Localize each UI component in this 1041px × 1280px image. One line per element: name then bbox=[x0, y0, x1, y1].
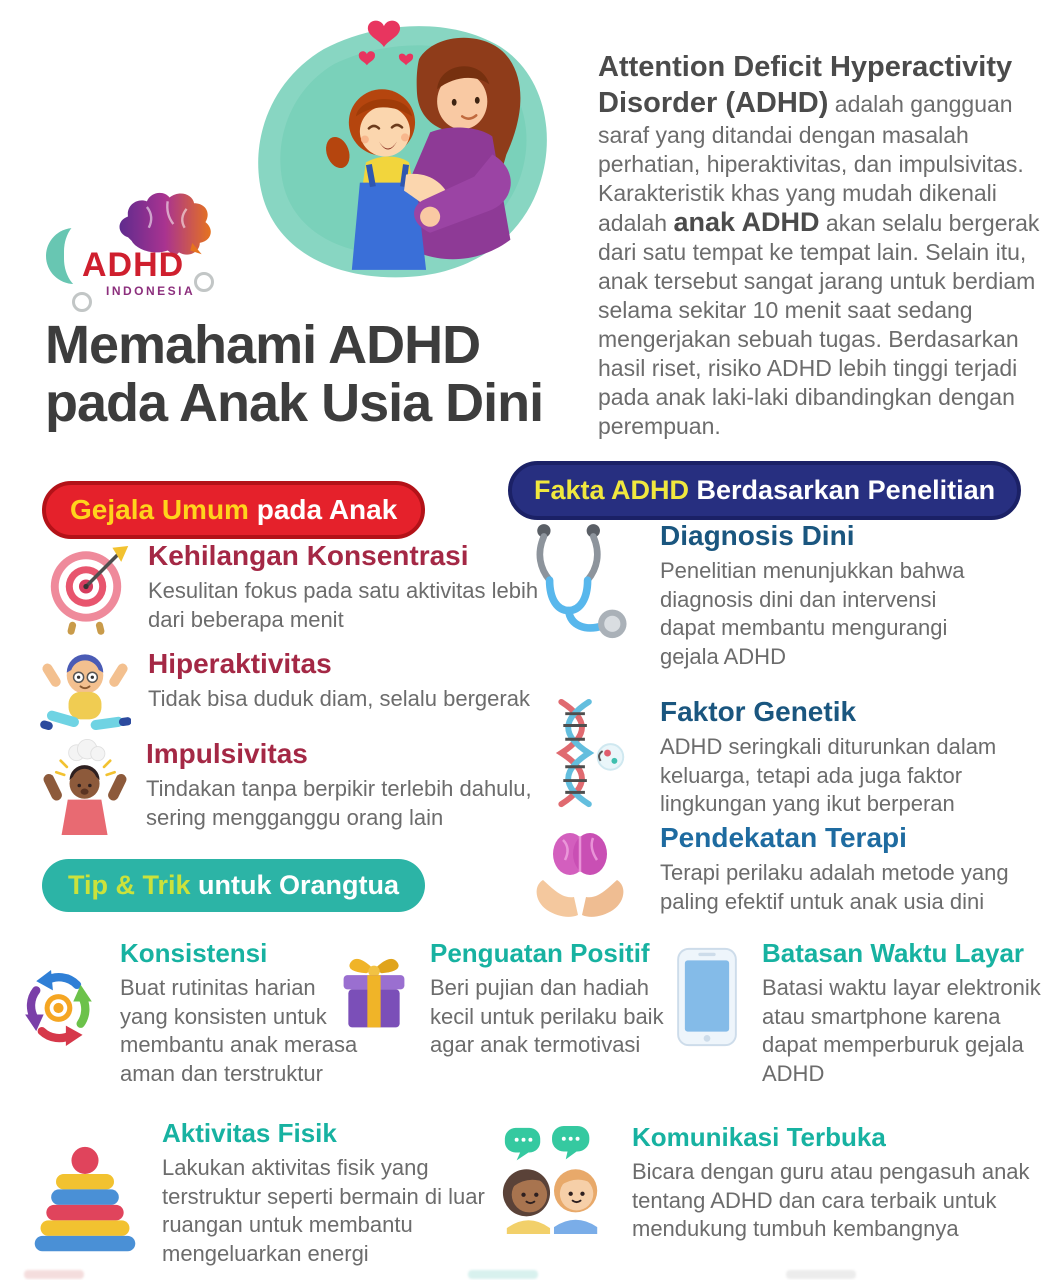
smartphone-icon bbox=[668, 946, 746, 1048]
stethoscope-icon bbox=[516, 520, 644, 646]
page-title-line1: Memahami ADHD bbox=[45, 315, 481, 375]
fact-item-genetik bbox=[516, 696, 1020, 819]
talking-children-icon bbox=[490, 1124, 616, 1236]
tip-title: Komunikasi Terbuka bbox=[632, 1122, 886, 1152]
section-badge-tips bbox=[42, 859, 425, 912]
mother-child-illustration bbox=[233, 4, 565, 300]
badge-gejala-rest: pada Anak bbox=[248, 494, 398, 525]
fact-title: Faktor Genetik bbox=[660, 696, 857, 727]
tip-title: Penguatan Positif bbox=[430, 938, 650, 968]
tip-title: Batasan Waktu Layar bbox=[762, 938, 1025, 968]
stacking-rings-toy-icon bbox=[24, 1144, 146, 1260]
tip-item-konsistensi bbox=[12, 938, 360, 1088]
tip-title: Aktivitas Fisik bbox=[162, 1118, 337, 1148]
intro-text: adalah gangguan saraf yang ditandai dengan masalah perhatian, hiperaktivitas, dan impulsivitas. Karakteristik khas yang mudah dikenali adalah bbox=[598, 91, 1024, 236]
logo-ornament-ring bbox=[194, 272, 214, 292]
cropped-footer-hint bbox=[24, 1270, 84, 1279]
page-title-line2: pada Anak Usia Dini bbox=[45, 373, 544, 434]
tip-desc: Buat rutinitas harian yang konsisten untuk membantu anak merasa aman dan terstruktur bbox=[120, 975, 358, 1086]
symptom-title: Kehilangan Konsentrasi bbox=[148, 540, 469, 571]
tip-desc: Lakukan aktivitas fisik yang terstruktur seperti bermain di luar ruangan untuk membantu mengeluarkan energi bbox=[162, 1155, 485, 1266]
intro-bold-lead: Attention Deficit Hyperactivity Disorder (ADHD) bbox=[598, 51, 1013, 119]
symptom-title: Hiperaktivitas bbox=[148, 648, 332, 679]
symptom-desc: Kesulitan fokus pada satu aktivitas lebih dari beberapa menit bbox=[148, 578, 539, 632]
hyperactive-child-icon bbox=[38, 648, 132, 744]
symptom-desc: Tidak bisa duduk diam, selalu bergerak bbox=[148, 686, 530, 711]
tip-item-batasan bbox=[668, 938, 1041, 1088]
fact-desc: Terapi perilaku adalah metode yang paling efektif untuk anak usia dini bbox=[660, 860, 1009, 914]
badge-fakta-rest: Berdasarkan Penelitian bbox=[689, 475, 996, 505]
badge-fakta-highlight: Fakta ADHD bbox=[534, 475, 690, 505]
gift-icon bbox=[334, 942, 414, 1034]
tip-desc: Beri pujian dan hadiah kecil untuk perilaku baik agar anak termotivasi bbox=[430, 975, 664, 1058]
tip-title: Konsistensi bbox=[120, 938, 268, 968]
symptom-item-konsentrasi bbox=[40, 540, 543, 640]
impulsive-child-icon bbox=[40, 738, 130, 840]
fact-title: Diagnosis Dini bbox=[660, 520, 855, 551]
cycle-arrows-icon bbox=[12, 958, 104, 1058]
symptom-item-impulsivitas bbox=[40, 738, 546, 840]
tip-item-penguatan bbox=[334, 938, 698, 1060]
tip-desc: Batasi waktu layar elektronik atau smartphone karena dapat memperburuk gejala ADHD bbox=[762, 975, 1041, 1086]
badge-gejala-highlight: Gejala Umum bbox=[70, 494, 249, 525]
cropped-footer-hint bbox=[468, 1270, 538, 1279]
fact-item-terapi bbox=[516, 822, 1041, 928]
fact-desc: Penelitian menunjukkan bahwa diagnosis dini dan intervensi dapat membantu mengurangi gejala ADHD bbox=[660, 558, 965, 669]
target-dart-icon bbox=[40, 540, 132, 640]
intro-bold-mid: anak ADHD bbox=[673, 207, 820, 237]
badge-tips-highlight: Tip & Trik bbox=[68, 870, 191, 900]
badge-tips-rest: untuk Orangtua bbox=[190, 870, 400, 900]
dna-icon bbox=[516, 696, 644, 812]
intro-paragraph bbox=[598, 49, 1041, 441]
tip-item-komunikasi bbox=[490, 1122, 1041, 1244]
logo-ornament-ring bbox=[72, 292, 92, 312]
fact-title: Pendekatan Terapi bbox=[660, 822, 907, 853]
fact-item-diagnosis bbox=[516, 520, 995, 671]
tip-item-aktivitas bbox=[24, 1118, 502, 1268]
section-badge-fakta bbox=[508, 461, 1021, 520]
intro-text-tail: akan selalu bergerak dari satu tempat ke tempat lain. Selain itu, anak tersebut sangat jarang untuk berdiam selama sekitar 10 menit saat sedang mengerjakan sebuah tugas. Berdasarkan hasil riset, risiko ADHD lebih tinggi terjadi pada anak laki-laki dibandingkan dengan perempuan. bbox=[598, 210, 1040, 439]
tip-desc: Bicara dengan guru atau pengasuh anak tentang ADHD dan cara terbaik untuk mendukung tumbuh kembangnya bbox=[632, 1159, 1030, 1242]
brain-in-hands-icon bbox=[516, 822, 644, 928]
section-badge-gejala bbox=[42, 481, 425, 539]
cropped-footer-hint bbox=[786, 1270, 856, 1279]
symptom-item-hiperaktivitas bbox=[38, 648, 530, 744]
logo-sub-text: INDONESIA bbox=[106, 284, 196, 298]
page-title bbox=[45, 316, 605, 433]
logo-brand-text: ADHD bbox=[82, 246, 185, 284]
symptom-desc: Tindakan tanpa berpikir terlebih dahulu, sering mengganggu orang lain bbox=[146, 776, 532, 830]
fact-desc: ADHD seringkali diturunkan dalam keluarga, tetapi ada juga faktor lingkungan yang ikut berperan bbox=[660, 734, 997, 817]
symptom-title: Impulsivitas bbox=[146, 738, 308, 769]
